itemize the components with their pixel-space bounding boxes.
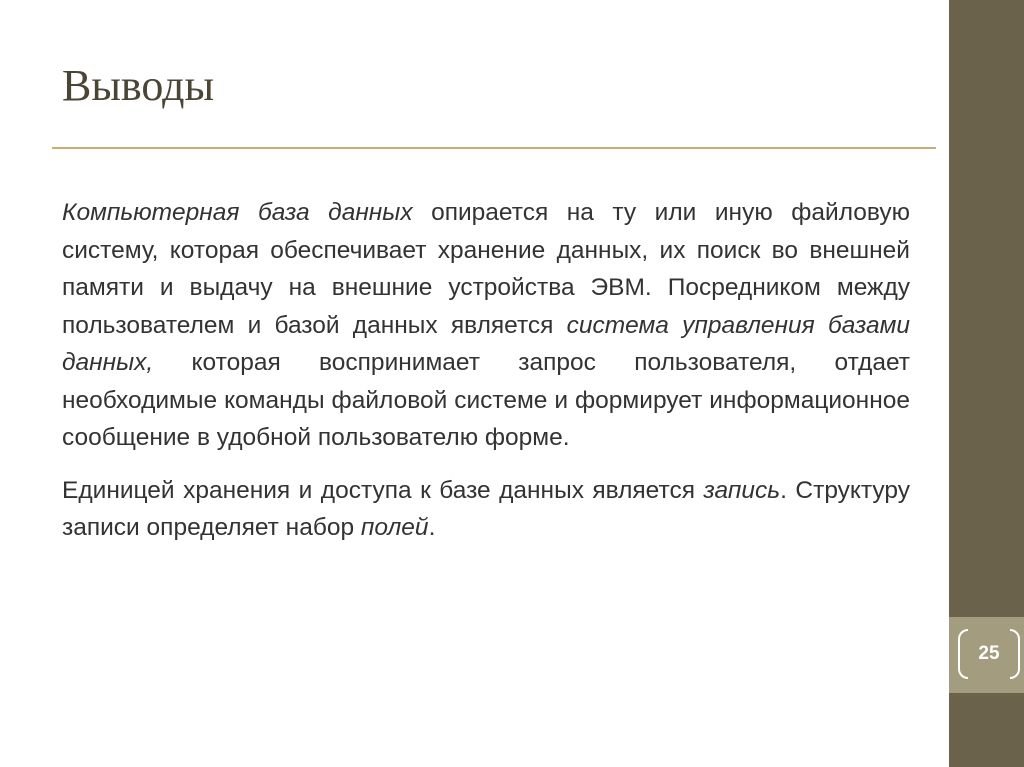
text-segment: Компьютерная база данных bbox=[62, 199, 413, 226]
paragraph-1 bbox=[62, 194, 910, 457]
text-segment: которая воспринимает запрос пользователя, отдает необходимые команды файловой системе и формирует информационное сообщение в удобной пользователю форме. bbox=[62, 349, 910, 451]
page-number: 25 bbox=[978, 643, 1000, 664]
title-divider bbox=[52, 147, 936, 149]
text-segment: запись bbox=[703, 476, 781, 504]
slide-title: Выводы bbox=[62, 61, 215, 110]
text-segment: опирается на ту или иную файловую систему, которая обеспечивает хранение данных, их поиск во внешней памяти и выдачу на внешние устройства ЭВМ. Посредником между пользователем и базой данных является bbox=[62, 199, 911, 339]
page-number-badge bbox=[958, 629, 1020, 681]
text-segment: Единицей хранения и доступа к базе данных является bbox=[62, 476, 704, 504]
text-segment: . bbox=[428, 514, 436, 541]
slide-body bbox=[62, 194, 910, 547]
text-segment: . Структуру записи определяет набор bbox=[62, 476, 910, 541]
paragraph-2 bbox=[62, 472, 910, 547]
text-segment: полей bbox=[360, 514, 429, 541]
text-segment: система управления базами данных, bbox=[62, 311, 910, 376]
